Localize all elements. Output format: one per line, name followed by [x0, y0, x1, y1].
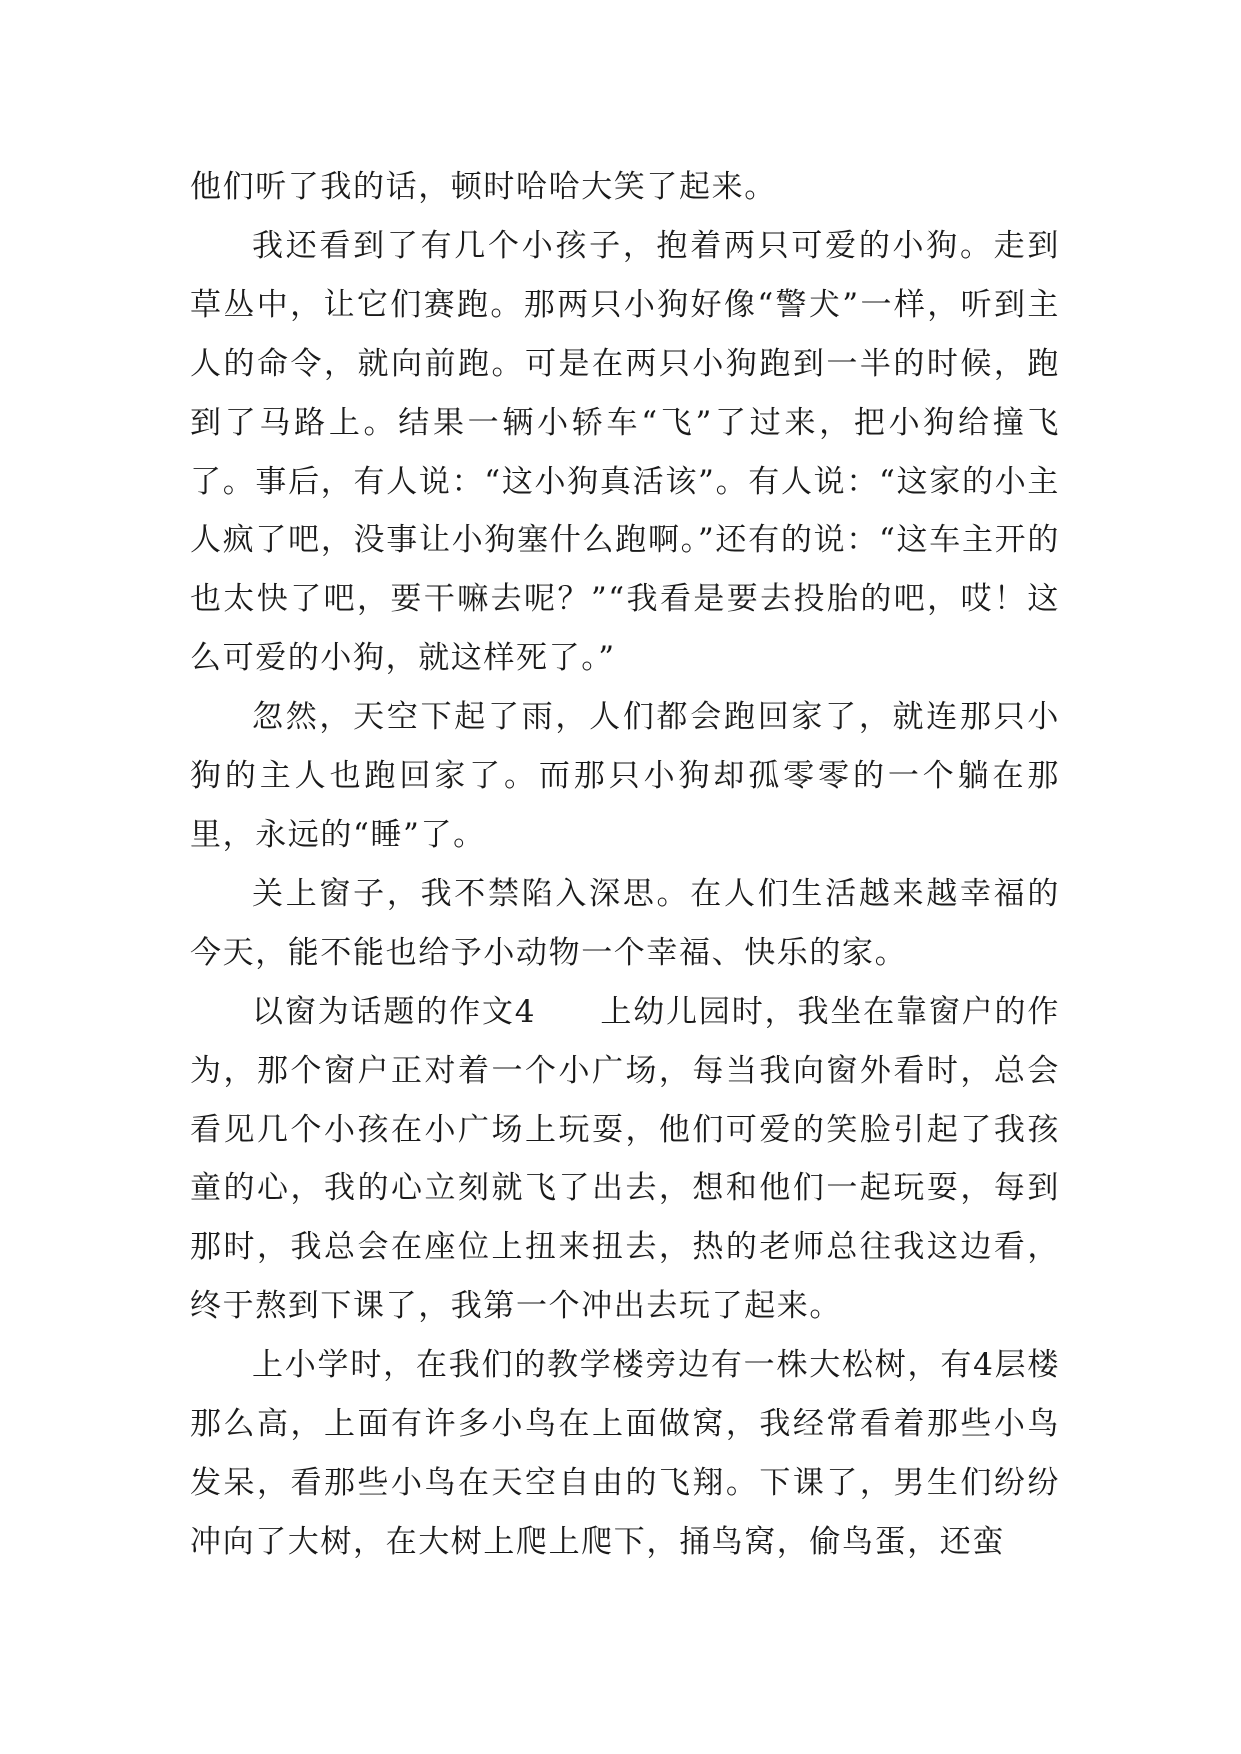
- paragraph-1: 他们听了我的话，顿时哈哈大笑了起来。: [190, 169, 777, 205]
- section-heading: 以窗为话题的作文4: [252, 993, 537, 1030]
- paragraph-4: 关上窗子，我不禁陷入深思。在人们生活越来越幸福的今天，能不能也给予小动物一个幸福、快乐的家。: [190, 875, 1060, 971]
- article-body: [190, 158, 1060, 1572]
- section-paragraph: [190, 983, 1060, 1336]
- paragraph-3: 忽然，天空下起了雨，人们都会跑回家了，就连那只小狗的主人也跑回家了。而那只小狗却孤零零的一个躺在那里，永远的“睡”了。: [190, 699, 1060, 853]
- section-first-paragraph: 上幼儿园时，我坐在靠窗户的作为，那个窗户正对着一个小广场，每当我向窗外看时，总会看见几个小孩在小广场上玩耍，他们可爱的笑脸引起了我孩童的心，我的心立刻就飞了出去，想和他们一起玩耍，每到那时，我总会在座位上扭来扭去，热的老师总往我这边看，终于熬到下课了，我第一个冲出去玩了起来。: [190, 993, 1061, 1325]
- paragraph-5: 上小学时，在我们的教学楼旁边有一株大松树，有4层楼那么高，上面有许多小鸟在上面做窝，我经常看着那些小鸟发呆，看那些小鸟在天空自由的飞翔。下课了，男生们纷纷冲向了大树，在大树上爬上爬下，捅鸟窝，偷鸟蛋，还蛮: [190, 1347, 1060, 1560]
- paragraph-2: 我还看到了有几个小孩子，抱着两只可爱的小狗。走到草丛中，让它们赛跑。那两只小狗好像“警犬”一样，听到主人的命令，就向前跑。可是在两只小狗跑到一半的时候，跑到了马路上。结果一辆小轿车“飞”了过来，把小狗给撞飞了。事后，有人说：“这小狗真活该”。有人说：“这家的小主人疯了吧，没事让小狗塞什么跑啊。”还有的说：“这车主开的也太快了吧，要干嘛去呢？”“我看是要去投胎的吧，哎！这么可爱的小狗，就这样死了。”: [190, 227, 1060, 677]
